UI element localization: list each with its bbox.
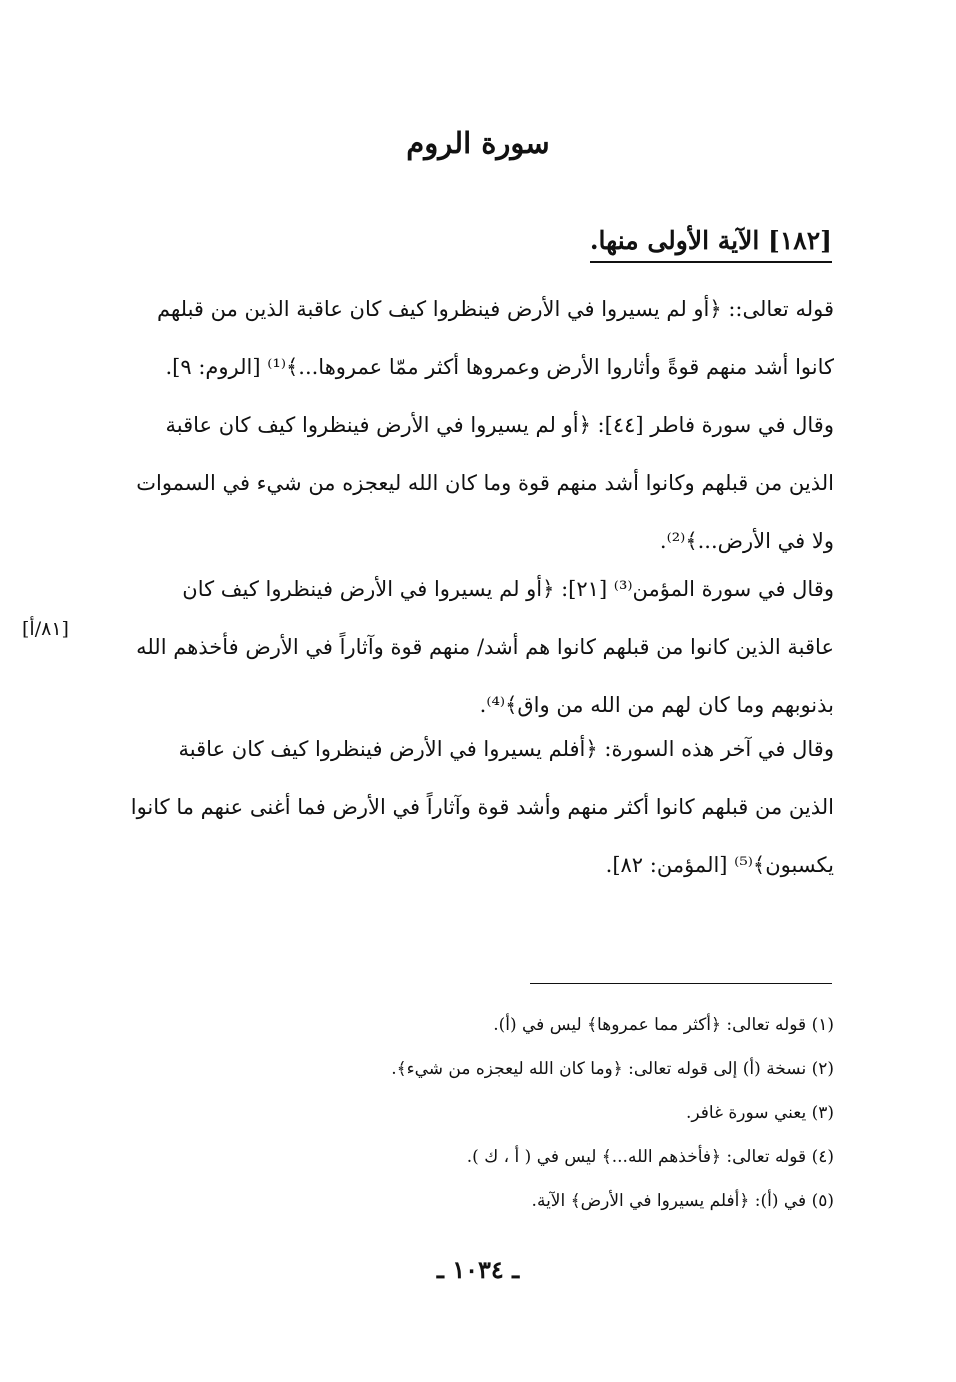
paragraph-line: وقال في سورة المؤمن⁽³⁾ [٢١]: ﴿أو لم يسيروا في الأرض فينظروا كيف كان [182,577,834,601]
manuscript-folio-note: [٨١/أ] [22,618,69,640]
paragraph-line: وقال في آخر هذه السورة: ﴿أفلم يسيروا في الأرض فينظروا كيف كان عاقبة [178,737,834,761]
paragraph-1 [90,280,834,396]
footnotes [391,1003,834,1223]
paragraph-4 [90,720,834,894]
footnote-3: (٣) يعني سورة غافر. [686,1103,834,1123]
paragraph-line: يكسبون﴾⁽⁵⁾ [المؤمن: ٨٢]. [605,853,834,877]
paragraph-line: الذين من قبلهم كانوا أكثر منهم وأشد قوة وآثاراً في الأرض فما أغنى عنهم ما كانوا [130,795,834,819]
paragraph-line: بذنوبهم وما كان لهم من الله من واق﴾⁽⁴⁾. [479,693,834,717]
paragraph-3 [90,560,834,734]
section-heading: [١٨٢] الآية الأولى منها. [590,226,832,263]
paragraph-2 [90,396,834,570]
paragraph-line: عاقبة الذين كانوا من قبلهم كانوا هم أشد/ منهم قوة وآثاراً في الأرض فأخذهم الله [136,635,834,659]
footnote-4: (٤) قوله تعالى: ﴿فأخذهم الله...﴾ ليس في ( أ ، ك ). [466,1147,834,1167]
page-number: ـ ١٠٣٤ ـ [436,1255,520,1284]
footnote-5: (٥) في (أ): ﴿أفلم يسيروا في الأرض﴾ الآية. [531,1191,834,1211]
paragraph-line: كانوا أشد منهم قوةً وأثاروا الأرض وعمروها أكثر ممّا عمروها...﴾⁽¹⁾ [الروم: ٩]. [165,355,834,379]
surah-title: سورة الروم [406,126,550,160]
footnote-2: (٢) نسخة (أ) إلى قوله تعالى: ﴿وما كان الله ليعجزه من شيء﴾. [391,1059,834,1079]
footnote-separator [530,983,832,984]
footnote-1: (١) قوله تعالى: ﴿أكثر مما عمروها﴾ ليس في (أ). [493,1015,834,1035]
paragraph-line: قوله تعالى:: ﴿أو لم يسيروا في الأرض فينظروا كيف كان عاقبة الذين من قبلهم [156,297,834,321]
paragraph-line: وقال في سورة فاطر [٤٤]: ﴿أو لم يسيروا في الأرض فينظروا كيف كان عاقبة [165,413,834,437]
paragraph-line: ولا في الأرض...﴾⁽²⁾. [659,529,834,553]
paragraph-line: الذين من قبلهم وكانوا أشد منهم قوة وما كان الله ليعجزه من شيء في السموات [136,471,834,495]
